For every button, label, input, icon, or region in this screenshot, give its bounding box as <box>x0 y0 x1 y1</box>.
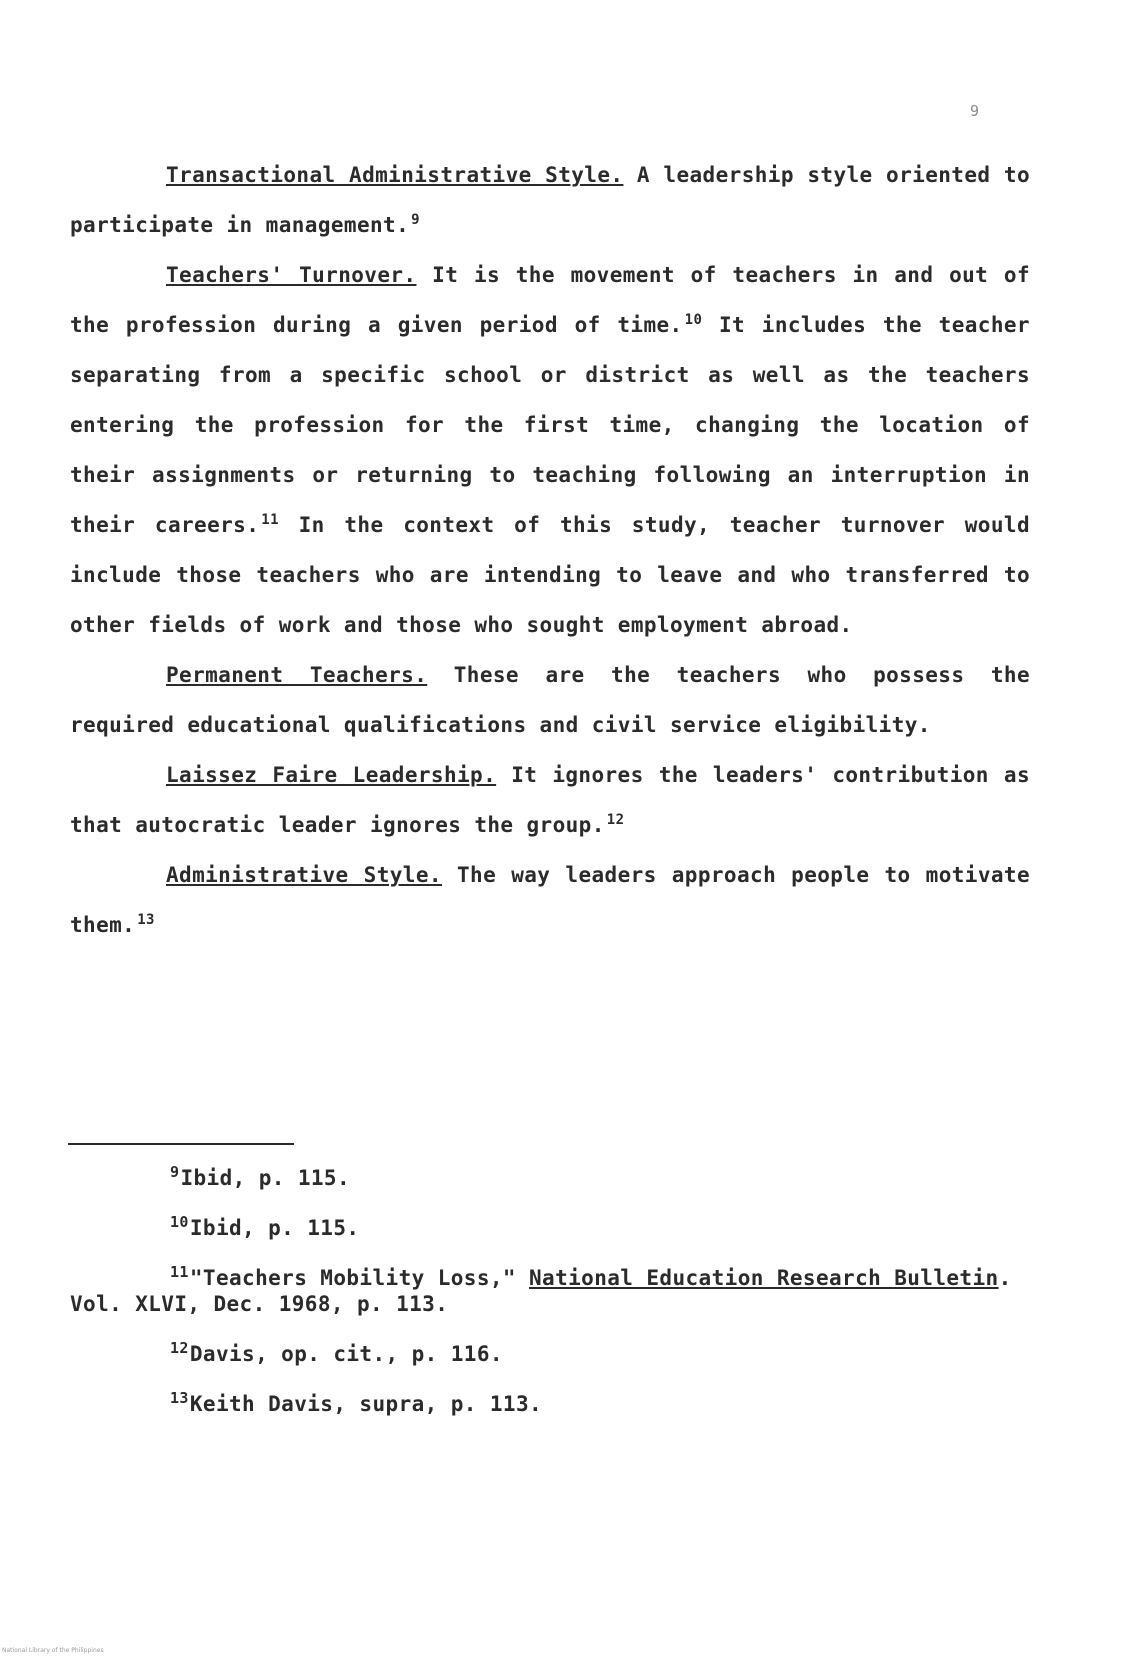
footnote-number: 12 <box>170 1339 189 1357</box>
footnote <box>70 1265 1030 1317</box>
footnote <box>70 1391 1030 1417</box>
definition-term: Laissez Faire Leadership. <box>166 763 497 787</box>
definition-paragraph <box>70 650 1030 750</box>
definition-term: Permanent Teachers. <box>166 663 428 687</box>
footnote-number: 13 <box>170 1389 189 1407</box>
footnote-ref: 12 <box>606 812 625 828</box>
footnote-ref: 11 <box>261 512 279 528</box>
definition-text: It ignores the leaders' contribution as that autocratic leader ignores the group. <box>70 763 1030 837</box>
footnote-ref: 9 <box>411 212 420 228</box>
definition-term: Teachers' Turnover. <box>166 263 417 287</box>
footnote-divider <box>68 1143 294 1145</box>
definition-paragraph <box>70 150 1030 250</box>
footnote-text: Ibid, p. 115. <box>189 1216 360 1240</box>
scan-footer: National Library of the Philippines <box>2 1647 104 1654</box>
footnote-text: . Vol. XLVI, Dec. 1968, p. 113. <box>70 1266 1012 1316</box>
footnote-number: 11 <box>170 1263 189 1281</box>
footnote-number: 9 <box>170 1163 180 1181</box>
footnote-ref: 13 <box>137 912 155 928</box>
definition-text: These are the teachers who possess the required educational qualifications and civil service eligibility. <box>70 663 1030 737</box>
definition-paragraph <box>70 250 1030 650</box>
definitions-body <box>70 150 1030 950</box>
definition-term: Transactional Administrative Style. <box>166 163 624 187</box>
definition-text: A leadership style oriented to participate in management. <box>70 163 1030 237</box>
definition-text: In the context of this study, teacher turnover would include those teachers who are intending to leave and who transferred to other fields of work and those who sought employment abroad. <box>70 513 1030 637</box>
definition-term: Administrative Style. <box>166 863 442 887</box>
footnote <box>70 1165 1030 1191</box>
footnote-text: Ibid, p. 115. <box>180 1166 350 1190</box>
footnote <box>70 1215 1030 1241</box>
page-number: 9 <box>970 102 980 120</box>
definition-paragraph <box>70 850 1030 950</box>
definition-paragraph <box>70 750 1030 850</box>
footnote <box>70 1341 1030 1367</box>
footnote-text: "Teachers Mobility Loss," <box>189 1266 529 1290</box>
footnote-text: Davis, op. cit., p. 116. <box>189 1342 503 1366</box>
definition-text: It includes the teacher separating from a specific school or district as well as the teachers entering the profession for the first time, changing the location of their assignments or returning to teaching following an interruption in their careers. <box>70 313 1030 537</box>
footnote-text: Keith Davis, supra, p. 113. <box>189 1392 543 1416</box>
footnote-ref: 10 <box>684 312 703 328</box>
footnote-source-title: National Education Research Bulletin <box>529 1266 999 1290</box>
definition-text: The way leaders approach people to motivate them. <box>70 863 1030 937</box>
footnote-number: 10 <box>170 1213 189 1231</box>
definition-text: It is the movement of teachers in and out of the profession during a given period of time. <box>70 263 1030 337</box>
footnotes <box>70 1165 1030 1441</box>
